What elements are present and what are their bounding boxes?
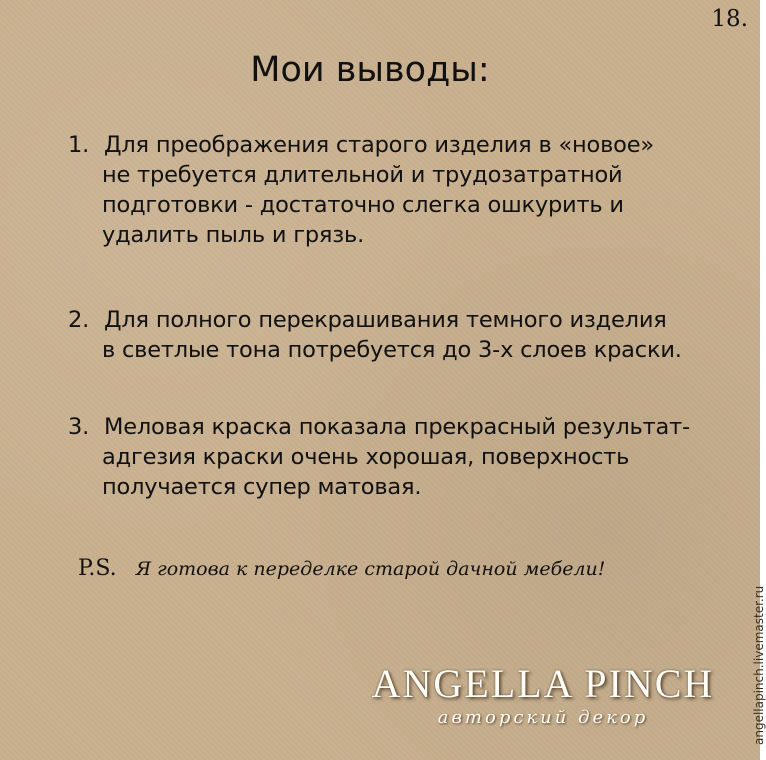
conclusion-line: не требуется длительной и трудозатратной — [102, 162, 623, 188]
conclusion-line: Меловая краска показала прекрасный результат- — [104, 414, 690, 440]
watermark-url: angellapinch.livemaster.ru — [752, 585, 766, 745]
conclusion-line: подготовки - достаточно слегка ошкурить и — [102, 192, 624, 218]
conclusion-line: удалить пыль и грязь. — [102, 222, 365, 248]
conclusion-number: 1. — [68, 132, 90, 158]
conclusion-line: адгезия краски очень хорошая, поверхность — [102, 444, 630, 470]
conclusion-line: Для полного перекрашивания темного изделия — [104, 307, 667, 333]
conclusion-number: 3. — [68, 414, 90, 440]
brand-logo — [348, 663, 738, 728]
conclusions-list — [68, 130, 738, 502]
conclusion-line: Для преображения старого изделия в «новое» — [104, 132, 654, 158]
conclusion-number: 2. — [68, 307, 90, 333]
page-number: 18. — [711, 6, 748, 32]
conclusion-line: в светлые тона потребуется до 3-х слоев краски. — [102, 337, 682, 363]
postscript — [78, 556, 605, 581]
logo-name: ANGELLA PINCH — [371, 661, 715, 706]
postscript-text: Я готова к переделке старой дачной мебели! — [135, 558, 606, 580]
conclusion-item-2 — [68, 305, 738, 365]
conclusion-item-1 — [68, 130, 738, 250]
page-title: Мои выводы: — [250, 50, 490, 90]
logo-tagline: авторский декор — [437, 707, 649, 728]
postscript-label: P.S. — [78, 556, 117, 581]
conclusion-line: получается супер матовая. — [102, 474, 422, 500]
conclusion-item-3 — [68, 412, 738, 502]
